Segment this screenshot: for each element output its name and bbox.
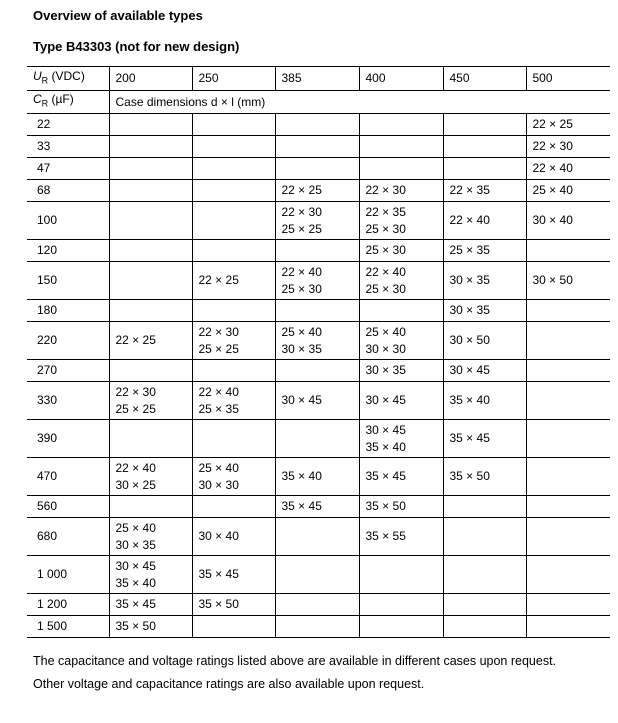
case-dimension-cell xyxy=(443,518,526,556)
case-dimension-cell: 30 × 45 35 × 40 xyxy=(359,420,443,458)
case-dimension-cell: 35 × 45 xyxy=(109,594,192,616)
case-dimension-cell: 25 × 40 xyxy=(526,180,610,202)
case-dimension-cell xyxy=(526,382,610,420)
table-row xyxy=(27,202,610,240)
case-dimensions-label: Case dimensions d × l (mm) xyxy=(109,91,610,114)
table-row xyxy=(27,262,610,300)
case-dimension-cell: 35 × 50 xyxy=(443,458,526,496)
table-row xyxy=(27,496,610,518)
case-dimension-cell xyxy=(192,420,275,458)
capacitance-value: 680 xyxy=(27,518,109,556)
case-dimension-cell: 30 × 45 xyxy=(275,382,359,420)
capacitance-value: 1 500 xyxy=(27,616,109,638)
case-dimension-cell xyxy=(443,114,526,136)
table-row xyxy=(27,594,610,616)
case-dimension-cell xyxy=(443,496,526,518)
case-dimension-cell xyxy=(192,158,275,180)
case-dimension-cell xyxy=(526,458,610,496)
case-dimension-cell xyxy=(526,556,610,594)
capacitance-header-cell: $C_R$ (µF) xyxy=(27,91,109,114)
case-dimension-cell: 30 × 45 xyxy=(359,382,443,420)
case-dimension-cell xyxy=(526,594,610,616)
case-dimension-cell xyxy=(359,616,443,638)
case-dimension-cell: 30 × 35 xyxy=(359,360,443,382)
case-dimension-cell: 22 × 25 xyxy=(275,180,359,202)
table-row xyxy=(27,382,610,420)
case-dimension-cell: 22 × 35 25 × 30 xyxy=(359,202,443,240)
case-dimension-cell: 25 × 30 xyxy=(359,240,443,262)
table-row xyxy=(27,240,610,262)
case-dimension-cell: 30 × 35 xyxy=(443,300,526,322)
case-dimension-cell xyxy=(526,616,610,638)
voltage-header-385: 385 xyxy=(275,67,359,91)
capacitance-value: 100 xyxy=(27,202,109,240)
table-row xyxy=(27,114,610,136)
case-dimension-cell: 35 × 45 xyxy=(443,420,526,458)
footnote-2: Other voltage and capacitance ratings are also available upon request. xyxy=(33,677,425,691)
case-dimension-cell: 22 × 30 xyxy=(359,180,443,202)
case-dimension-cell xyxy=(192,360,275,382)
case-dimension-cell xyxy=(526,360,610,382)
case-dimension-cell: 30 × 45 xyxy=(443,360,526,382)
voltage-header-450: 450 xyxy=(443,67,526,91)
case-dimension-cell xyxy=(275,518,359,556)
capacitance-value: 330 xyxy=(27,382,109,420)
capacitance-value: 220 xyxy=(27,322,109,360)
case-dimension-cell: 22 × 40 25 × 30 xyxy=(275,262,359,300)
case-dimension-cell: 30 × 50 xyxy=(526,262,610,300)
capacitance-value: 390 xyxy=(27,420,109,458)
case-dimension-cell xyxy=(526,322,610,360)
case-dimension-cell xyxy=(109,360,192,382)
voltage-header-200: 200 xyxy=(109,67,192,91)
case-dimension-cell: 22 × 40 25 × 35 xyxy=(192,382,275,420)
case-dimension-cell: 35 × 50 xyxy=(109,616,192,638)
case-dimension-cell xyxy=(109,420,192,458)
table-row xyxy=(27,518,610,556)
capacitance-value: 68 xyxy=(27,180,109,202)
case-dimension-cell xyxy=(192,136,275,158)
case-dimension-cell xyxy=(275,360,359,382)
case-dimensions-table xyxy=(27,66,610,638)
case-dimension-cell: 35 × 45 xyxy=(275,496,359,518)
capacitance-value: 33 xyxy=(27,136,109,158)
case-dimension-cell: 22 × 30 25 × 25 xyxy=(192,322,275,360)
capacitance-value: 180 xyxy=(27,300,109,322)
case-dimension-cell: 25 × 40 30 × 30 xyxy=(359,322,443,360)
case-dimension-cell xyxy=(526,240,610,262)
case-dimension-cell xyxy=(109,136,192,158)
case-dimension-cell xyxy=(109,262,192,300)
case-dimension-cell xyxy=(275,114,359,136)
case-dimension-cell xyxy=(109,240,192,262)
capacitance-value: 22 xyxy=(27,114,109,136)
case-dimension-cell xyxy=(359,594,443,616)
case-dimension-cell: 30 × 40 xyxy=(192,518,275,556)
case-dimension-cell xyxy=(109,202,192,240)
footnote-1: The capacitance and voltage ratings listed above are available in different cases upon request. xyxy=(33,654,557,668)
case-dimension-cell xyxy=(192,616,275,638)
case-dimension-cell xyxy=(109,158,192,180)
capacitance-value: 150 xyxy=(27,262,109,300)
case-dimension-cell: 22 × 30 25 × 25 xyxy=(275,202,359,240)
case-dimension-cell xyxy=(192,114,275,136)
case-dimension-cell xyxy=(192,180,275,202)
case-dimension-cell: 22 × 40 30 × 25 xyxy=(109,458,192,496)
table-row xyxy=(27,180,610,202)
case-dimension-cell: 35 × 45 xyxy=(192,556,275,594)
case-dimension-cell xyxy=(275,300,359,322)
table-row xyxy=(27,556,610,594)
case-dimension-cell: 25 × 40 30 × 35 xyxy=(275,322,359,360)
case-dimension-cell xyxy=(275,594,359,616)
page-heading: Overview of available types xyxy=(33,8,203,23)
table-row xyxy=(27,158,610,180)
case-dimension-cell xyxy=(443,158,526,180)
case-dimension-cell xyxy=(359,556,443,594)
type-subheading: Type B43303 (not for new design) xyxy=(33,39,240,54)
case-dimension-cell: 35 × 40 xyxy=(443,382,526,420)
case-dimension-cell: 35 × 45 xyxy=(359,458,443,496)
voltage-header-500: 500 xyxy=(526,67,610,91)
case-dimension-cell: 22 × 25 xyxy=(192,262,275,300)
capacitance-value: 1 000 xyxy=(27,556,109,594)
case-dimension-cell xyxy=(526,518,610,556)
case-dimension-cell xyxy=(359,114,443,136)
voltage-header-400: 400 xyxy=(359,67,443,91)
voltage-header-row xyxy=(27,67,610,91)
case-dimension-cell xyxy=(359,136,443,158)
case-dimension-cell xyxy=(275,240,359,262)
case-dimension-cell: 30 × 35 xyxy=(443,262,526,300)
case-dimension-cell: 35 × 55 xyxy=(359,518,443,556)
case-dimension-cell: 22 × 40 xyxy=(526,158,610,180)
case-dimension-cell xyxy=(109,114,192,136)
voltage-header-250: 250 xyxy=(192,67,275,91)
case-dimension-cell xyxy=(109,496,192,518)
case-dimension-cell: 35 × 50 xyxy=(192,594,275,616)
case-dimension-cell: 22 × 25 xyxy=(109,322,192,360)
case-dimension-cell: 22 × 30 xyxy=(526,136,610,158)
case-dimension-cell xyxy=(443,616,526,638)
voltage-header-cell: $U_R$ (VDC) xyxy=(27,67,109,91)
case-dimension-cell xyxy=(192,300,275,322)
table-row xyxy=(27,300,610,322)
capacitance-value: 47 xyxy=(27,158,109,180)
case-dimension-cell: 25 × 40 30 × 30 xyxy=(192,458,275,496)
case-dimension-cell: 22 × 30 25 × 25 xyxy=(109,382,192,420)
case-dimension-cell xyxy=(109,300,192,322)
table-row xyxy=(27,360,610,382)
case-dimension-cell: 30 × 40 xyxy=(526,202,610,240)
case-dimension-cell xyxy=(443,136,526,158)
case-dimension-cell xyxy=(192,240,275,262)
case-dimension-cell: 22 × 40 xyxy=(443,202,526,240)
case-dimension-cell xyxy=(192,496,275,518)
case-dimension-cell: 22 × 35 xyxy=(443,180,526,202)
case-dimension-cell xyxy=(526,496,610,518)
case-dimension-cell xyxy=(443,594,526,616)
case-dimension-cell xyxy=(275,556,359,594)
case-dimension-cell xyxy=(526,300,610,322)
case-dimension-cell xyxy=(359,300,443,322)
case-dimension-cell xyxy=(275,616,359,638)
capacitance-value: 560 xyxy=(27,496,109,518)
table-row xyxy=(27,322,610,360)
capacitance-value: 470 xyxy=(27,458,109,496)
table-row xyxy=(27,458,610,496)
case-dimension-cell xyxy=(443,556,526,594)
case-dimension-cell: 35 × 40 xyxy=(275,458,359,496)
table-row xyxy=(27,420,610,458)
capacitance-value: 120 xyxy=(27,240,109,262)
case-dimension-cell: 30 × 50 xyxy=(443,322,526,360)
case-dimension-cell xyxy=(359,158,443,180)
case-dimension-cell: 25 × 40 30 × 35 xyxy=(109,518,192,556)
case-dimension-cell: 30 × 45 35 × 40 xyxy=(109,556,192,594)
case-dimension-cell xyxy=(526,420,610,458)
case-dimension-cell xyxy=(192,202,275,240)
case-dimension-cell xyxy=(275,420,359,458)
capacitance-header-row xyxy=(27,91,610,114)
case-dimension-cell: 25 × 35 xyxy=(443,240,526,262)
case-dimension-cell: 22 × 40 25 × 30 xyxy=(359,262,443,300)
table-row xyxy=(27,136,610,158)
capacitance-value: 270 xyxy=(27,360,109,382)
case-dimension-cell xyxy=(275,158,359,180)
case-dimension-cell: 35 × 50 xyxy=(359,496,443,518)
capacitance-value: 1 200 xyxy=(27,594,109,616)
case-dimension-cell xyxy=(275,136,359,158)
table-row xyxy=(27,616,610,638)
case-dimension-cell: 22 × 25 xyxy=(526,114,610,136)
case-dimension-cell xyxy=(109,180,192,202)
